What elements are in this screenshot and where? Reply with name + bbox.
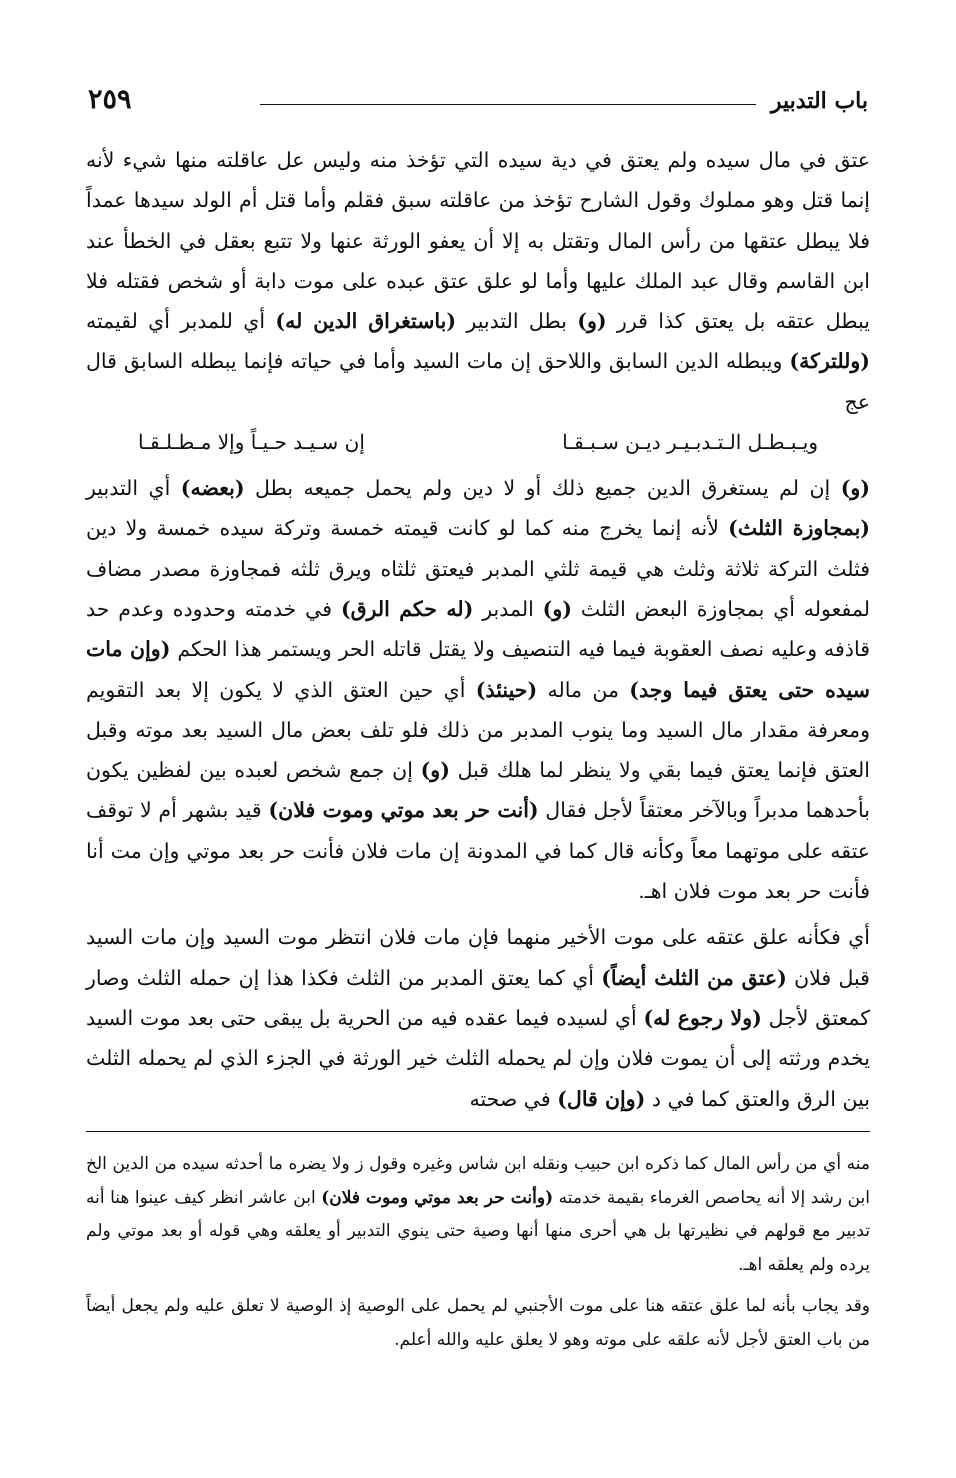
page-number: ٢٥٩ <box>88 84 132 115</box>
paragraph-3: أي فكأنه علق عتقه على موت الأخير منهما فإن مات فلان انتظر موت السيد وإن مات السيد قبل فلان (عتق من الثلث أيضاً) أي كما يعتق المدبر من الثلث فكذا هذا إن حمله الثلث وصار كمعتق لأجل (ولا رجوع له) أي لسيده فيما عقده فيه من الحرية بل يبقى حتى بعد موت السيد يخدم ورثته إلى أن يموت فلان وإن لم يحمله الثلث خير الورثة في الجزء الذي لم يحمله الثلث بين الرق والعتق كما في د (وإن قال) في صحته <box>86 925 871 1111</box>
bold-matn: (وإن مات سيده حتى يعتق فيما وجد) <box>86 637 870 702</box>
paragraph-2: (و) إن لم يستغرق الدين جميع ذلك أو لا دين ولم يحمل جميعه بطل (بعضه) أي التدبير (بمجاوزة الثلث) لأنه إنما يخرج منه كما لو كانت قيمته خمسة وتركة سيده خمسة ولا دين فثلث التركة ثلاثة وثلث هي قيمة ثلثي المدبر فيعتق ثلثاه ويرق ثلثه فمجاوزة مصدر مضاف لمفعوله أي بمجاوزة البعض الثلث (و) المدبر (له حكم الرق) في خدمته وحدوده وعدم حد قاذفه وعليه نصف العقوبة فيما فيه التنصيف ولا يقتل قاتله الحر ويستمر هذا الحكم (وإن مات سيده حتى يعتق فيما وجد) من ماله (حينئذ) أي حين العتق الذي لا يكون إلا بعد التقويم ومعرفة مقدار مال السيد وما ينوب المدبر من ذلك فلو تلف بعض مال السيد بعد موته وقبل العتق فإنما يعتق فيما بقي ولا ينظر لما هلك قبل (و) إن جمع شخص لعبده بين لفظين يكون بأحدهما مدبراً وبالآخر معتقاً لأجل فقال (أنت حر بعد موتي وموت فلان) قيد بشهر أم لا توقف عتقه على موتهما معاً وكأنه قال كما في المدونة إن مات فلان فأنت حر بعد موتي وإن مت أنا فأنت حر بعد موت فلان اهـ. <box>86 476 870 904</box>
footnote-1: منه أي من رأس المال كما ذكره ابن حبيب ونقله ابن شاس وغيره وقول ز ولا يضره ما أحدثه سيده من الدين الخ ابن رشد إلا أنه يحاصص الغرماء بقيمة خدمته (وأنت حر بعد موتي وموت فلان) ابن عاشر انظر كيف عينوا هنا أنه تدبير مع قولهم في نظيرتها بل هي أحرى منها أنها وصية حتى ينوي التدبير أو يعلقه وهي قوله أو بعد موتي ولم يرده ولم يعلقه اهـ. <box>86 1154 870 1275</box>
bold-matn: (بعضه) <box>180 476 245 501</box>
footnote-2: وقد يجاب بأنه لما علق عتقه هنا على موت الأجنبي لم يحمل على الوصية إذ الوصية لا تعلق عليه ولم يجعل أيضاً من باب العتق لأجل لأنه علقه على موته وهو لا يعلق عليه والله أعلم. <box>86 1296 870 1350</box>
poem-hemistich-right: ويـبـطـل الـتـدبـيـر ديـن سـبـقـا <box>562 430 818 455</box>
bold-matn: (وأنت حر بعد موتي وموت فلان) <box>321 1187 554 1208</box>
bold-matn: (حينئذ) <box>475 677 538 702</box>
poem-hemistich-left: إن سـيـد حـيـاً وإلا مـطـلـقـا <box>138 430 365 455</box>
running-header <box>88 84 868 118</box>
paragraph-1: عتق في مال سيده ولم يعتق في دية سيده التي تؤخذ منه وليس عل عاقلته منها شيء لأنه إنما قتل وهو مملوك وقول الشارح تؤخذ من عاقلته سبق فقلم وأما قتل أم الولد سيدها عمداً فلا يبطل عتقها من رأس المال وتقتل به إلا أن يعفو الورثة عنها ولا تتبع بعقل في الخطأ عند ابن القاسم وقال عبد الملك عليها وأما لو علق عتق عبده على موت دابة أو شخص فقتله فلا يبطل عتقه بل يعتق كذا قرر (و) بطل التدبير (باستغراق الدين له) أي للمدبر أي لقيمته (وللتركة) ويبطله الدين السابق واللاحق إن مات السيد وأما في حياته فإنما يبطله السابق قال عج <box>86 148 871 414</box>
bold-matn: (عتق من الثلث أيضاً) <box>601 965 787 990</box>
bold-matn: (و) <box>577 309 607 334</box>
bold-matn: (باستغراق الدين له) <box>275 309 457 334</box>
footnotes <box>86 1148 870 1357</box>
header-rule <box>260 104 756 105</box>
footnote-separator <box>86 1131 870 1132</box>
bold-matn: (و) <box>840 476 870 501</box>
bold-matn: (و) <box>542 596 572 621</box>
bold-matn: (ولا رجوع له) <box>643 1005 762 1030</box>
bold-matn: (بمجاوزة الثلث) <box>728 516 870 541</box>
bold-matn: (له حكم الرق) <box>340 596 474 621</box>
bold-matn: (وللتركة) <box>789 349 870 374</box>
chapter-title: باب التدبير <box>770 88 868 114</box>
bold-matn: (وإن قال) <box>557 1086 646 1111</box>
bold-matn: (و) <box>420 758 450 783</box>
bold-matn: (أنت حر بعد موتي وموت فلان) <box>268 798 539 823</box>
main-text <box>86 140 870 1119</box>
poem-verse <box>138 422 818 462</box>
